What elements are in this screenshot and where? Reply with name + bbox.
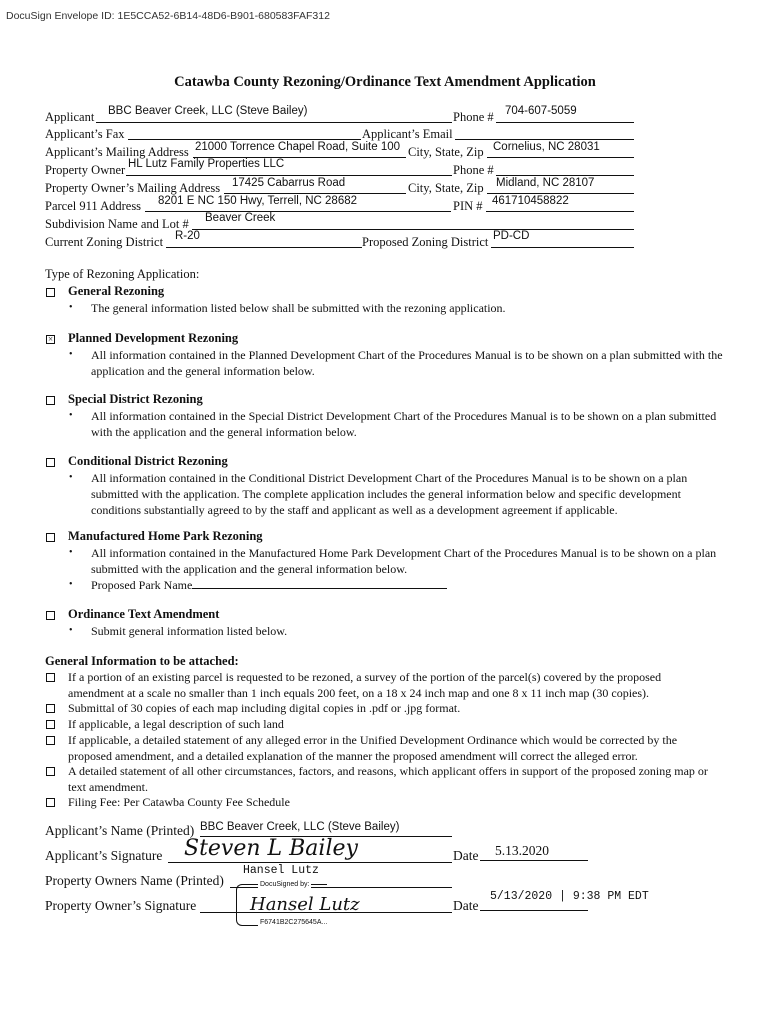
- owner-date-value: 5/13/2020 | 9:38 PM EDT: [490, 890, 649, 903]
- applicant-signature: Steven L Bailey: [184, 836, 358, 861]
- bullet-text: Submit general information listed below.: [91, 624, 288, 638]
- mailing-label: Applicant’s Mailing Address: [45, 145, 189, 159]
- owner-mailing-value: 17425 Cabarrus Road: [232, 177, 346, 189]
- bullet-text: All information contained in the Planned Development Chart of the Procedures Manual is to be shown on a plan submitted with the application and the general information below.: [91, 348, 723, 378]
- applicant-name-label: Applicant’s Name (Printed): [45, 823, 195, 838]
- section-checkbox-1[interactable]: ×: [47, 334, 54, 344]
- general-info-item: If applicable, a detailed statement of any alleged error in the Unified Development Ordinance which would be corrected by the proposed amendment, and a detailed explanation of the manner the proposed amendment will correct the alleged error.: [68, 733, 678, 763]
- bullet-text: The general information listed below shall be submitted with the rezoning application.: [91, 301, 506, 315]
- phone-value: 704-607-5059: [505, 105, 577, 117]
- proposed-zoning-label: Proposed Zoning District: [362, 235, 489, 249]
- applicant-date-value: 5.13.2020: [495, 843, 549, 858]
- owner-signature: Hansel Lutz: [250, 894, 360, 915]
- bullet-icon: •: [69, 410, 73, 421]
- section-checkbox-4[interactable]: [46, 533, 55, 542]
- bullet-text: Proposed Park Name: [91, 578, 193, 592]
- type-label: Type of Rezoning Application:: [45, 267, 200, 281]
- general-info-item: If a portion of an existing parcel is requested to be rezoned, a survey of the portion of the parcel(s) covered by the proposed amendment at a scale no smaller than 1 inch equals 200 feet, on a 18 x 24 inch map and one 8 x 11 inch map (30 copies).: [68, 670, 662, 700]
- owner-mailing-label: Property Owner’s Mailing Address: [45, 181, 221, 195]
- fax-label: Applicant’s Fax: [45, 127, 125, 141]
- pin-label: PIN #: [453, 199, 483, 213]
- bullet-text: All information contained in the Special District Development Chart of the Procedures Manual is to be shown on a plan submitted with the application and the general information below.: [91, 409, 717, 439]
- section-title-0: General Rezoning: [68, 284, 165, 298]
- phone-label: Phone #: [453, 110, 494, 124]
- applicant-signature-label: Applicant’s Signature: [45, 848, 163, 863]
- csz-value: Cornelius, NC 28031: [493, 141, 600, 153]
- section-bullet: [69, 545, 723, 577]
- general-info-checkbox[interactable]: [46, 704, 55, 713]
- section-title-5: Ordinance Text Amendment: [68, 607, 220, 621]
- section-title-4: Manufactured Home Park Rezoning: [68, 529, 263, 543]
- general-info-checkbox[interactable]: [46, 673, 55, 682]
- general-info-item: Filing Fee: Per Catawba County Fee Schedule: [68, 795, 290, 809]
- email-label: Applicant’s Email: [362, 127, 453, 141]
- section-checkbox-5[interactable]: [46, 611, 55, 620]
- general-info-checkbox[interactable]: [46, 736, 55, 745]
- bullet-text: All information contained in the Conditional District Development Chart of the Procedures Manual is to be shown on a plan submitted with the application. The complete application includes the general information below and specific development conditions substantially agreed to by the staff and applicant as well as a development agreement if applicable.: [91, 471, 688, 517]
- section-title-2: Special District Rezoning: [68, 392, 203, 406]
- section-bullet: [69, 577, 451, 593]
- owner-phone-label: Phone #: [453, 163, 494, 177]
- owner-signature-id: F6741B2C275645A...: [260, 919, 328, 926]
- owner-phone-field[interactable]: [496, 161, 634, 176]
- section-bullet: [69, 347, 723, 379]
- parcel-value: 8201 E NC 150 Hwy, Terrell, NC 28682: [158, 195, 358, 207]
- page-title: Catawba County Rezoning/Ordinance Text Amendment Application: [174, 74, 596, 90]
- owner-csz-value: Midland, NC 28107: [496, 177, 595, 189]
- section-bullet: [69, 300, 723, 316]
- proposed-zoning-value: PD-CD: [493, 230, 530, 242]
- applicant-value: BBC Beaver Creek, LLC (Steve Bailey): [108, 105, 308, 117]
- section-title-3: Conditional District Rezoning: [68, 454, 228, 468]
- docusign-envelope-id: DocuSign Envelope ID: 1E5CCA52-6B14-48D6-B901-680583FAF312: [6, 10, 330, 22]
- email-field[interactable]: [455, 125, 634, 140]
- park-name-field[interactable]: [192, 578, 447, 589]
- bullet-icon: •: [69, 625, 73, 636]
- owner-name-value: Hansel Lutz: [243, 864, 319, 877]
- section-checkbox-3[interactable]: [46, 458, 55, 467]
- section-bullet: [69, 623, 723, 639]
- bullet-icon: •: [69, 579, 73, 590]
- bullet-text: All information contained in the Manufactured Home Park Development Chart of the Procedures Manual is to be shown on a plan submitted with the application and the general information below.: [91, 546, 717, 576]
- mailing-value: 21000 Torrence Chapel Road, Suite 100: [195, 141, 401, 153]
- section-title-1: Planned Development Rezoning: [68, 331, 239, 345]
- general-info-checkbox[interactable]: [46, 798, 55, 807]
- owner-value: HL Lutz Family Properties LLC: [128, 158, 285, 170]
- bullet-icon: •: [69, 302, 73, 313]
- applicant-label: Applicant: [45, 110, 95, 124]
- general-info-item: If applicable, a legal description of such land: [68, 717, 284, 731]
- current-zoning-label: Current Zoning District: [45, 235, 164, 249]
- subdivision-label: Subdivision Name and Lot #: [45, 217, 189, 231]
- subdivision-value: Beaver Creek: [205, 212, 276, 224]
- general-info-item: Submittal of 30 copies of each map including digital copies in .pdf or .jpg format.: [68, 701, 461, 715]
- owner-date-label: Date: [453, 898, 479, 913]
- section-checkbox-2[interactable]: [46, 396, 55, 405]
- pin-value: 461710458822: [492, 195, 569, 207]
- owner-csz-label: City, State, Zip: [408, 181, 484, 195]
- section-bullet: [69, 408, 723, 440]
- fax-field[interactable]: [128, 125, 361, 140]
- general-info-title: General Information to be attached:: [45, 654, 239, 668]
- owner-name-label: Property Owners Name (Printed): [45, 873, 224, 888]
- docusigned-by-label: DocuSigned by:: [260, 881, 310, 888]
- bullet-icon: •: [69, 349, 73, 360]
- general-info-checkbox[interactable]: [46, 767, 55, 776]
- owner-label: Property Owner: [45, 163, 126, 177]
- section-bullet: [69, 470, 723, 518]
- general-info-item: A detailed statement of all other circumstances, factors, and reasons, which applicant offers in support of the proposed zoning map or text amendment.: [68, 764, 708, 794]
- bullet-icon: •: [69, 472, 73, 483]
- general-info-checkbox[interactable]: [46, 720, 55, 729]
- csz-label: City, State, Zip: [408, 145, 484, 159]
- applicant-name-value: BBC Beaver Creek, LLC (Steve Bailey): [200, 821, 400, 833]
- owner-signature-label: Property Owner’s Signature: [45, 898, 197, 913]
- current-zoning-value: R-20: [175, 230, 200, 242]
- bullet-icon: •: [69, 547, 73, 558]
- applicant-date-label: Date: [453, 848, 479, 863]
- section-checkbox-0[interactable]: [46, 288, 55, 297]
- parcel-label: Parcel 911 Address: [45, 199, 142, 213]
